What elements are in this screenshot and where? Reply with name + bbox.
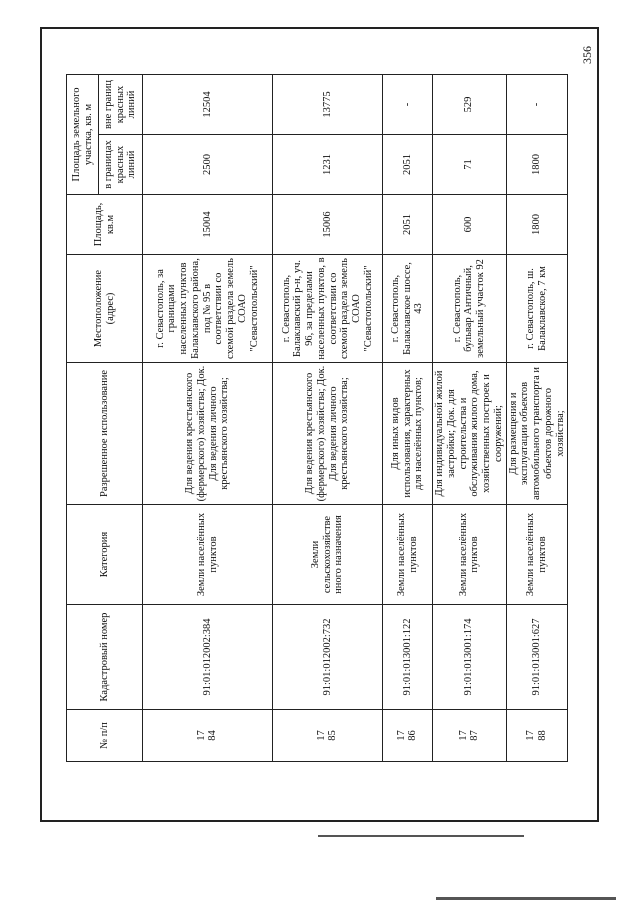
table-row [433, 74, 507, 761]
area-inside: 71 [433, 135, 507, 195]
header-cadastral: Кадастровый номер [67, 605, 143, 710]
cadastral-number: 91:01:013001:627 [506, 605, 568, 710]
header-category: Категория [67, 505, 143, 605]
row-num: 1785 [273, 710, 383, 762]
table-row [273, 74, 383, 761]
header-area: Площадь, кв.м [67, 195, 143, 255]
usage: Для ведения крестьянского (фермерского) хозяйства; Док. Для ведения личного крестьянского хозяйства; [143, 363, 273, 505]
usage: Для ведения крестьянского (фермерского) хозяйства; Док. Для ведения личного крестьянского хозяйства; [273, 363, 383, 505]
table-row [383, 74, 433, 761]
area-outside: 12504 [143, 74, 273, 134]
category: Земли населённых пунктов [383, 505, 433, 605]
area: 600 [433, 195, 507, 255]
area-inside: 1231 [273, 135, 383, 195]
footer-line [318, 835, 524, 837]
header-usage: Разрешенное использование [67, 363, 143, 505]
row-num: 1786 [383, 710, 433, 762]
area: 15004 [143, 195, 273, 255]
row-num: 1784 [143, 710, 273, 762]
area-inside: 1800 [506, 135, 568, 195]
location: г. Севастополь, Балаклавское шоссе, 43 [383, 255, 433, 363]
header-outside: вне границ красных линий [99, 74, 143, 134]
area: 2051 [383, 195, 433, 255]
page-number: 356 [580, 46, 594, 64]
land-register-table [66, 74, 568, 762]
area: 15006 [273, 195, 383, 255]
header-num: № п/п [67, 710, 143, 762]
location: г. Севастополь, Балаклавский р-н, уч. 96, за пределами населенных пунктов, в соответствии со схемой раздела земель СОАО "Севастопольский" [273, 255, 383, 363]
area-outside: - [383, 74, 433, 134]
cadastral-number: 91:01:012002:732 [273, 605, 383, 710]
area-outside: 13775 [273, 74, 383, 134]
location: г. Севастополь, бульвар Античный, земельный участок 92 [433, 255, 507, 363]
cadastral-number: 91:01:012002:384 [143, 605, 273, 710]
row-num: 1788 [506, 710, 568, 762]
header-land-area: Площадь земельного участка, кв. м [67, 74, 99, 194]
area-outside: - [506, 74, 568, 134]
header-inside: в границах красных линий [99, 135, 143, 195]
table-row [506, 74, 568, 761]
area-outside: 529 [433, 74, 507, 134]
register-table-wrapper [66, 75, 566, 762]
header-location: Местоположение (адрес) [67, 255, 143, 363]
usage: Для размещения и эксплуатации объектов автомобильного транспорта и объектов дорожного хозяйства; [506, 363, 568, 505]
category: Земли населённых пунктов [506, 505, 568, 605]
row-num: 1787 [433, 710, 507, 762]
table-row [143, 74, 273, 761]
area-inside: 2051 [383, 135, 433, 195]
usage: Для индивидуальной жилой застройки; Док. для строительства и обслуживания жилого дома, хозяйственных построек и сооружений; [433, 363, 507, 505]
area: 1800 [506, 195, 568, 255]
usage: Для иных видов использования, характерных для населённых пунктов; [383, 363, 433, 505]
area-inside: 2500 [143, 135, 273, 195]
category: Земли сельскохозяйстве нного назначения [273, 505, 383, 605]
cadastral-number: 91:01:013001:122 [383, 605, 433, 710]
location: г. Севастополь, за границами населенных пунктов Балаклавского района, под № 95 в соответствии со схемой раздела земель СОАО "Севастопольский" [143, 255, 273, 363]
category: Земли населённых пунктов [433, 505, 507, 605]
location: г. Севастополь, ш. Балаклавское, 7 км [506, 255, 568, 363]
category: Земли населённых пунктов [143, 505, 273, 605]
cadastral-number: 91:01:013001:174 [433, 605, 507, 710]
footer-line-bottom [436, 897, 616, 900]
